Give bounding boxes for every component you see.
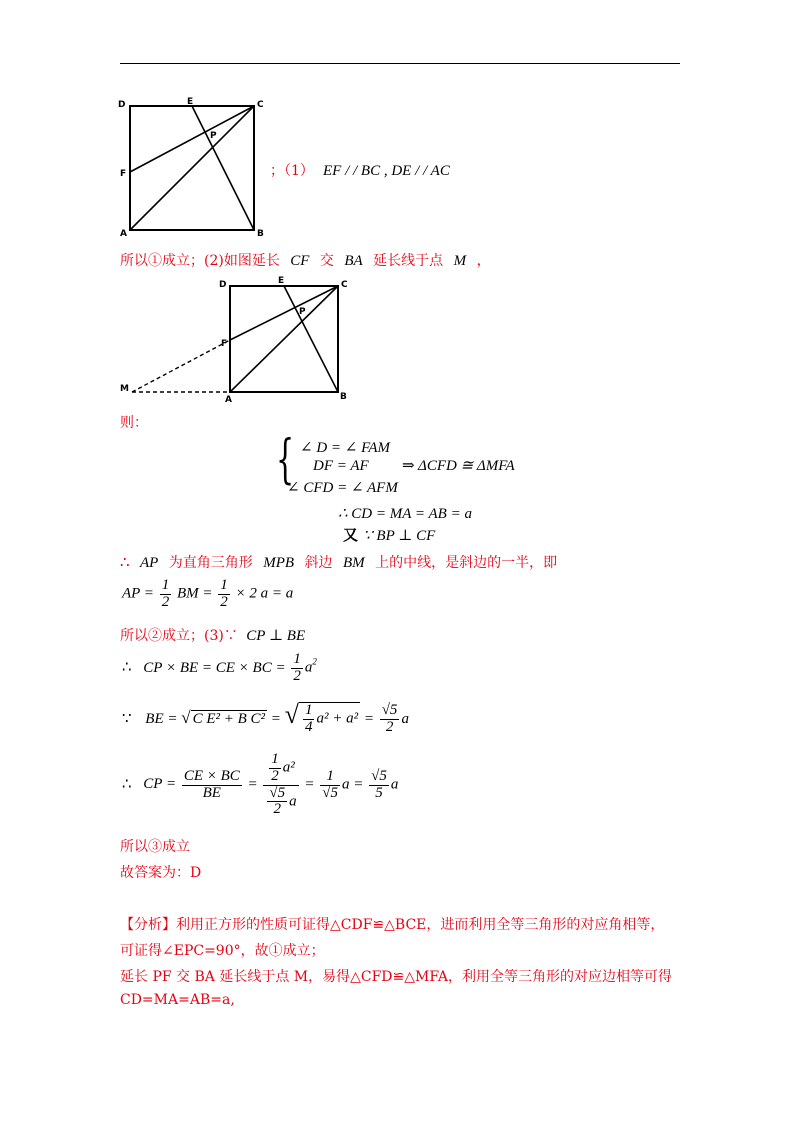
cp-a4: a — [390, 776, 399, 793]
square-figure-2 — [118, 274, 358, 404]
be-because: ∵ — [122, 711, 132, 727]
cpbe-exp: 2 — [312, 656, 317, 667]
apf-d2: 2 — [220, 593, 228, 610]
ap-t3: 上的中线，是斜边的一半，即 — [375, 555, 558, 571]
square-figure-1 — [118, 96, 280, 238]
label2-m: M — [120, 384, 129, 394]
apf-tail: × 2 a = a — [235, 585, 294, 602]
cp-therefore: ∴ — [122, 776, 132, 793]
system-line-2: DF = AF — [313, 458, 369, 474]
ap-therefore: ∴ — [120, 553, 130, 571]
apf-n2: 1 — [220, 577, 228, 593]
line-2-text-a: 所以①成立；(2)如图延长 — [120, 253, 280, 269]
then-label: 则： — [120, 415, 148, 431]
cp-lower-n: √5 — [269, 784, 286, 801]
apf-d1: 2 — [161, 593, 170, 610]
ap-formula — [122, 578, 293, 611]
bp-line — [343, 524, 435, 545]
cp-num1: CE × BC — [183, 767, 240, 784]
system-conclusion: ⇒ ΔCFD ≅ ΔMFA — [402, 458, 515, 474]
line-2-cf: CF — [290, 253, 310, 269]
line-3 — [120, 625, 305, 645]
be-a: a — [401, 711, 409, 727]
line-3-text: 所以②成立；(3)∵ — [120, 628, 238, 644]
be-lhs: BE = — [145, 711, 178, 727]
cp-eq: = — [247, 776, 258, 793]
label-e: E — [187, 97, 194, 107]
cpbe-expr: CP × BE = CE × BC = — [143, 659, 286, 676]
ap-mpb: MPB — [263, 555, 295, 571]
line-2-text-b: 交 — [319, 253, 334, 269]
label2-a: A — [225, 395, 232, 404]
label2-e: E — [278, 276, 285, 286]
cp-n4: √5 — [371, 767, 387, 784]
bp-expr: ∵ BP ⊥ CF — [363, 528, 436, 544]
ap-t1: 为直角三角形 — [168, 555, 253, 571]
line-2-m: M — [453, 253, 467, 269]
line-2-text-d: ， — [476, 253, 491, 269]
cp-d3: √5 — [322, 784, 339, 801]
apf-bm: BM = — [176, 585, 213, 602]
ap-bm: BM — [342, 555, 365, 571]
cp-eq2: = — [304, 776, 315, 793]
be-eq: = — [270, 711, 281, 727]
line-2 — [120, 250, 491, 270]
system-line-3: ∠ CFD = ∠ AFM — [287, 480, 398, 496]
apf-n1: 1 — [161, 577, 170, 593]
line-2-text-c: 延长线于点 — [373, 253, 444, 269]
cp-line — [122, 752, 398, 818]
cp-lower-a: a — [289, 793, 297, 810]
line-4: 所以③成立 — [120, 839, 190, 855]
header-rule — [120, 63, 680, 64]
cp-inner-d: 2 — [271, 767, 279, 784]
answer: 故答案为：D — [120, 865, 202, 881]
label-c: C — [257, 100, 264, 110]
be-eq2: = — [363, 711, 374, 727]
cp-inner-n: 1 — [271, 751, 279, 767]
label-p: P — [210, 131, 217, 141]
cp-den1: BE — [202, 784, 221, 801]
cp-n3: 1 — [320, 769, 340, 786]
analysis-p4: CD=MA=AB=a, — [120, 992, 235, 1008]
analysis-p1: 【分析】利用正方形的性质可证得△CDF≌△BCE，进而利用全等三角形的对应角相等， — [120, 917, 665, 933]
cpbe-n: 1 — [293, 651, 301, 667]
be-rad2-tail: a² + a² — [316, 711, 359, 727]
line-3-expr: CP ⊥ BE — [246, 628, 306, 644]
be-rad1: C E² + B C² — [192, 711, 266, 727]
ap-t2: 斜边 — [304, 555, 333, 571]
cp-be-line — [122, 652, 317, 685]
cpbe-therefore: ∴ — [122, 659, 132, 676]
apf-ap: AP = — [122, 585, 154, 602]
ap-line — [120, 552, 557, 572]
cp-d4: 5 — [375, 784, 383, 801]
ap-ap: AP — [140, 555, 159, 571]
be-n3: √5 — [381, 702, 398, 719]
label2-f: F — [221, 339, 228, 349]
be-line: ∵ BE = √ C E² + B C² = √ $\frac{1}{4}$ a² + a² = $\frac{√5}{2}$ a — [122, 700, 409, 736]
system-line-1: ∠ D = ∠ FAM — [300, 440, 390, 456]
cp-a3: a = — [342, 776, 364, 793]
label-b: B — [257, 229, 264, 238]
cpbe-a: a — [304, 659, 313, 676]
cp-lhs: CP = — [143, 776, 177, 793]
cp-lower-d: 2 — [273, 801, 282, 818]
be-n: 1 — [304, 702, 313, 719]
label-f: F — [120, 169, 127, 179]
label2-c: C — [341, 280, 348, 290]
step-1 — [270, 160, 450, 180]
bp-you: 又 — [343, 526, 359, 544]
cd-equation: ∴ CD = MA = AB = a — [338, 506, 472, 522]
step-1-expr: EF / / BC , DE / / AC — [323, 163, 450, 179]
label-a: A — [120, 229, 127, 238]
cpbe-d: 2 — [293, 667, 301, 684]
line-2-ba: BA — [344, 253, 363, 269]
label-d: D — [118, 100, 126, 110]
step-1-prefix: ；（1） — [270, 163, 314, 179]
label2-p: P — [299, 307, 306, 317]
analysis-p3: 延长 PF 交 BA 延长线于点 M，易得△CFD≌△MFA，利用全等三角形的对应边相等可得 — [120, 969, 672, 985]
be-d: 4 — [304, 719, 313, 736]
cp-inner-a: a² — [282, 759, 295, 776]
label2-b: B — [340, 392, 347, 402]
label2-d: D — [219, 280, 227, 290]
be-d3: 2 — [385, 719, 394, 736]
left-brace: { — [276, 430, 295, 490]
analysis-p2: 可证得∠EPC=90°，故①成立； — [120, 943, 325, 959]
